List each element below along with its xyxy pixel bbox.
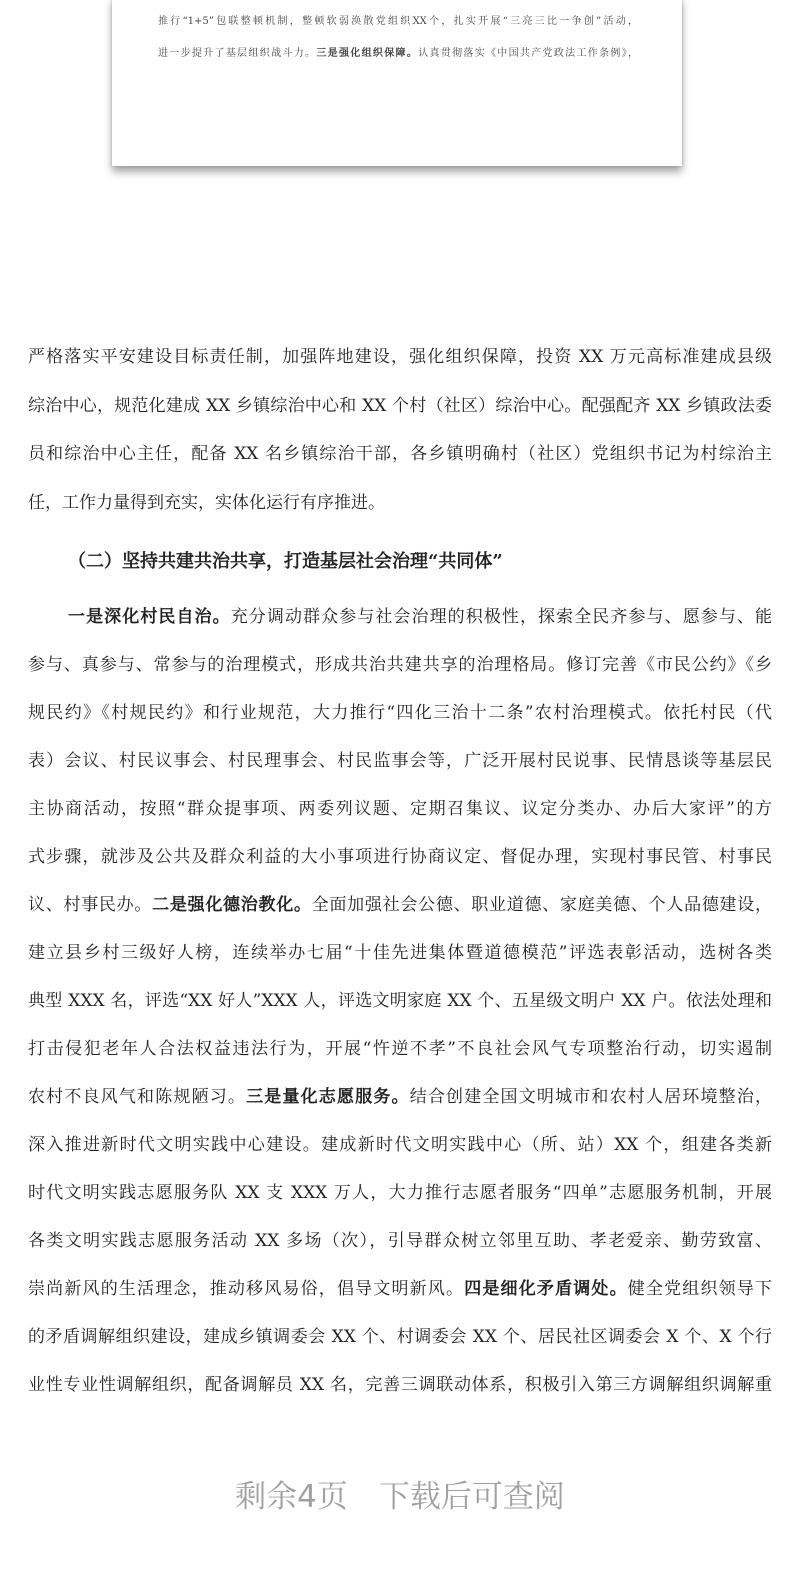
text-run: 规民约》《村规民约》和行业规范，大力推行“四化三治十二条”农村治理模式。依托村民（代 [28, 703, 772, 723]
text-run: 进一步提升了基层组织战斗力。 [158, 48, 317, 59]
text-run: 综治中心，规范化建成 XX 乡镇综治中心和 XX 个村（社区）综治中心。配强配齐 XX 乡镇政法委 [28, 395, 772, 416]
text-run: 认真贯彻落实《中国共产党政法工作条例》， [418, 48, 639, 59]
text-line [28, 845, 772, 869]
text-run: 时代文明实践志愿服务队 XX 支 XXX 万人，大力推行志愿者服务“四单”志愿服务机制，开展 [28, 1183, 772, 1203]
text-run: 全面加强社会公德、职业道德、家庭美德、个人品德建设， [311, 895, 773, 915]
text-line [28, 1277, 772, 1301]
text-run: 健全党组织领导下 [627, 1279, 773, 1299]
text-line [28, 701, 772, 725]
text-line [28, 749, 772, 773]
text-run: 建立县乡村三级好人榜，连续举办七届“十佳先进集体暨道德模范”评选表彰活动，选树各类 [28, 943, 772, 963]
bold-lead-phrase: 四是细化矛盾调处。 [464, 1279, 628, 1299]
section-heading: （二）坚持共建共治共享，打造基层社会治理“共同体” [68, 551, 503, 572]
bold-lead-phrase: 一是深化村民自治。 [68, 607, 231, 627]
text-run: 充分调动群众参与社会治理的积极性，探索全民齐参与、愿参与、能 [230, 607, 773, 627]
text-run: 结合创建全国文明城市和农村人居环境整治， [409, 1087, 773, 1107]
text-line [28, 653, 772, 677]
text-line [28, 1229, 772, 1253]
text-line [28, 1325, 772, 1349]
text-run: 式步骤，就涉及公共及群众利益的大小事项进行协商议定、督促办理，实现村事民管、村事民 [28, 847, 772, 867]
text-line [28, 345, 772, 369]
text-run: 员和综治中心主任，配备 XX 名乡镇综治干部，各乡镇明确村（社区）党组织书记为村综治主 [28, 444, 772, 464]
text-run: 表）会议、村民议事会、村民理事会、村民监事会等，广泛开展村民说事、民情恳谈等基层民 [28, 751, 772, 771]
preview-page-card [112, 0, 682, 166]
text-line [158, 12, 638, 27]
text-run: 崇尚新风的生活理念，推动移风易俗，倡导文明新风。 [28, 1279, 465, 1299]
text-run: 严格落实平安建设目标责任制，加强阵地建设，强化组织保障，投资 XX 万元高标准建成县级 [28, 347, 772, 367]
text-line [28, 1133, 772, 1157]
bold-lead-phrase: 三是量化志愿服务。 [246, 1087, 410, 1107]
text-run: 打击侵犯老年人合法权益违法行为，开展“忤逆不孝”不良社会风气专项整治行动，切实遏制 [28, 1039, 772, 1059]
text-line [28, 893, 772, 917]
text-line [158, 44, 638, 59]
text-run: 的矛盾调解组织建设，建成乡镇调委会 XX 个、村调委会 XX 个、居民社区调委会 X 个、X 个行 [28, 1327, 772, 1347]
text-line [28, 491, 772, 515]
text-line [28, 1373, 772, 1397]
text-line [28, 1037, 772, 1061]
bold-lead-phrase: 二是强化德治教化。 [152, 895, 312, 915]
text-line [28, 394, 772, 418]
text-run: 深入推进新时代文明实践中心建设。建成新时代文明实践中心（所、站）XX 个，组建各类新 [28, 1135, 772, 1155]
text-run: 典型 XXX 名，评选“XX 好人”XXX 人，评选文明家庭 XX 个、五星级文明户 XX 户。依法处理和 [28, 991, 772, 1011]
text-line [28, 941, 772, 965]
bold-lead-phrase: 三是强化组织保障。 [316, 48, 419, 59]
text-line [28, 442, 772, 466]
text-run: 推行“1+5”包联整顿机制，整顿软弱涣散党组织XX个，扎实开展“三亮三比一争创”活动， [158, 16, 638, 27]
text-line [28, 797, 772, 821]
text-run: 任，工作力量得到充实，实体化运行有序推进。 [28, 492, 385, 513]
text-run: 主协商活动，按照“群众提事项、两委列议题、定期召集议、议定分类办、办后大家评”的方 [28, 799, 772, 819]
text-line [28, 1085, 772, 1109]
text-run: 农村不良风气和陈规陋习。 [28, 1087, 247, 1107]
text-line [68, 605, 772, 629]
text-line [28, 1181, 772, 1205]
text-line [28, 989, 772, 1013]
text-run: 业性专业性调解组织，配备调解员 XX 名，完善三调联动体系，积极引入第三方调解组织调解重 [28, 1375, 772, 1395]
text-run: 各类文明实践志愿服务活动 XX 多场（次），引导群众树立邻里互助、孝老爱亲、勤劳致富、 [28, 1231, 772, 1251]
text-run: 参与、真参与、常参与的治理模式，形成共治共建共享的治理格局。修订完善《市民公约》《乡 [28, 655, 772, 675]
download-prompt[interactable]: 剩余4页 下载后可查阅 [235, 1479, 565, 1515]
text-run: 议、村事民办。 [28, 895, 153, 915]
